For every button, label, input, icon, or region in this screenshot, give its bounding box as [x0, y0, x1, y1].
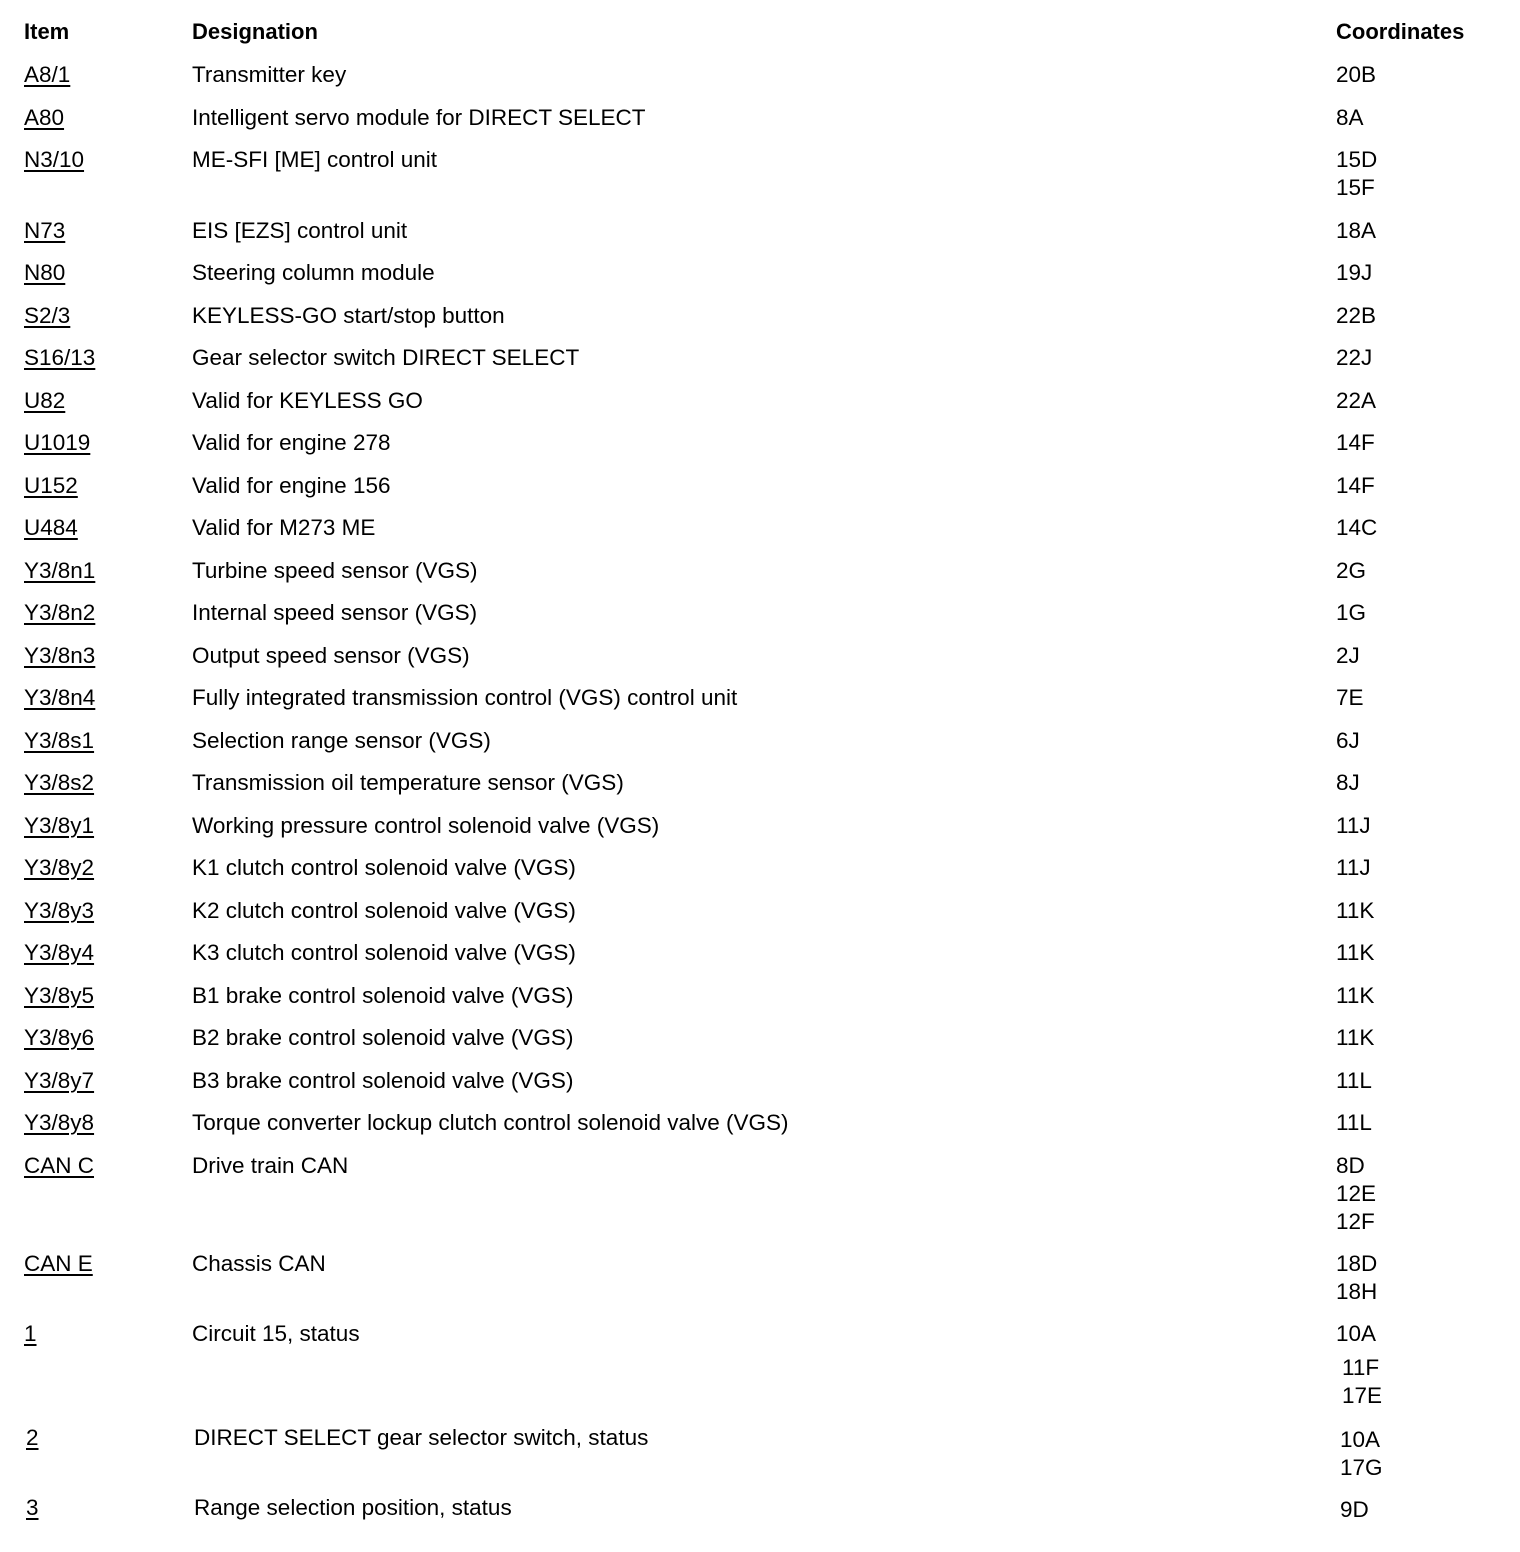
designation-text: Torque converter lockup clutch control solenoid valve (VGS) [192, 1110, 789, 1135]
designation-text: Intelligent servo module for DIRECT SELECT [192, 105, 646, 130]
designation-text: Circuit 15, status [192, 1321, 360, 1346]
coordinate-value: 14F [1336, 430, 1375, 455]
coordinate-value: 1G [1336, 600, 1367, 625]
coordinate-value: 18A [1336, 218, 1377, 243]
coordinates-cell [1336, 642, 1360, 670]
header-coordinates: Coordinates [1336, 19, 1465, 44]
coordinate-value: 11J [1336, 855, 1371, 880]
coordinate-value: 17E [1342, 1383, 1383, 1408]
coordinates-cell [1336, 557, 1366, 585]
item-link[interactable]: Y3/8n4 [24, 685, 96, 710]
designation-text: Chassis CAN [192, 1251, 326, 1276]
coordinate-value: 22B [1336, 303, 1377, 328]
coordinate-value: 15F [1336, 175, 1375, 200]
coordinates-cell [1336, 344, 1372, 372]
coordinate-value: 12F [1336, 1209, 1375, 1234]
designation-text: K3 clutch control solenoid valve (VGS) [192, 940, 576, 965]
item-link[interactable]: Y3/8y3 [24, 898, 95, 923]
item-link[interactable]: U484 [24, 515, 78, 540]
coordinate-value: 20B [1336, 62, 1377, 87]
designation-text: Range selection position, status [194, 1495, 512, 1520]
item-link[interactable]: Y3/8s2 [24, 770, 95, 795]
coordinate-value: 2G [1336, 558, 1367, 583]
item-link[interactable]: 1 [24, 1321, 37, 1346]
designation-text: DIRECT SELECT gear selector switch, status [194, 1425, 649, 1450]
item-link[interactable]: Y3/8n1 [24, 558, 96, 583]
item-link[interactable]: CAN C [24, 1153, 95, 1178]
coordinate-value: 17G [1340, 1455, 1383, 1480]
coordinates-cell [1336, 302, 1376, 330]
designation-text: Valid for engine 278 [192, 430, 391, 455]
coordinates-cell [1336, 982, 1374, 1010]
coordinates-cell [1336, 939, 1374, 967]
designation-text: EIS [EZS] control unit [192, 218, 408, 243]
coordinate-value: 18H [1336, 1279, 1378, 1304]
coordinate-value: 19J [1336, 260, 1373, 285]
coordinates-cell [1336, 1067, 1372, 1095]
coordinates-cell [1336, 599, 1366, 627]
coordinates-cell [1336, 429, 1375, 457]
coordinates-cell [1336, 387, 1376, 415]
coordinates-cell [1336, 1109, 1372, 1137]
designation-text: Transmitter key [192, 62, 347, 87]
coordinates-cell [1336, 1250, 1377, 1306]
designation-text: ME-SFI [ME] control unit [192, 147, 438, 172]
designation-text: K2 clutch control solenoid valve (VGS) [192, 898, 576, 923]
coordinates-cell [1336, 812, 1371, 840]
item-link[interactable]: U1019 [24, 430, 91, 455]
coordinate-value: 12E [1336, 1181, 1377, 1206]
coordinate-value: 6J [1336, 728, 1360, 753]
item-link[interactable]: Y3/8y1 [24, 813, 95, 838]
coordinates-cell [1336, 1152, 1376, 1236]
designation-text: B2 brake control solenoid valve (VGS) [192, 1025, 574, 1050]
coordinate-value: 14C [1336, 515, 1378, 540]
item-link[interactable]: N3/10 [24, 147, 85, 172]
item-link[interactable]: Y3/8y2 [24, 855, 95, 880]
designation-text: Transmission oil temperature sensor (VGS) [192, 770, 624, 795]
coordinate-value: 11K [1336, 1025, 1375, 1050]
designation-text: Gear selector switch DIRECT SELECT [192, 345, 580, 370]
item-link[interactable]: S2/3 [24, 303, 71, 328]
coordinates-cell [1336, 1024, 1374, 1052]
coordinate-value: 11L [1336, 1110, 1372, 1135]
item-link[interactable]: 3 [26, 1495, 39, 1520]
coordinate-value: 22A [1336, 388, 1377, 413]
designation-text: Steering column module [192, 260, 435, 285]
coordinate-value: 22J [1336, 345, 1373, 370]
designation-text: Output speed sensor (VGS) [192, 643, 470, 668]
item-link[interactable]: Y3/8n2 [24, 600, 96, 625]
coordinates-cell [1336, 514, 1377, 542]
designation-text: Internal speed sensor (VGS) [192, 600, 478, 625]
coordinates-cell [1336, 217, 1376, 245]
coordinates-cell [1336, 769, 1360, 797]
coordinates-cell [1336, 727, 1360, 755]
coordinates-cell [1336, 472, 1375, 500]
item-link[interactable]: U152 [24, 473, 78, 498]
item-link[interactable]: Y3/8y6 [24, 1025, 95, 1050]
item-link[interactable]: Y3/8y7 [24, 1068, 95, 1093]
item-link[interactable]: A8/1 [24, 62, 71, 87]
coordinates-cell [1336, 61, 1376, 89]
item-link[interactable]: Y3/8y8 [24, 1110, 95, 1135]
coordinate-value: 11K [1336, 898, 1375, 923]
designation-text: Working pressure control solenoid valve (VGS) [192, 813, 660, 838]
coordinates-cell [1338, 1424, 1381, 1480]
designation-text: Selection range sensor (VGS) [192, 728, 491, 753]
coordinate-value: 11K [1336, 983, 1375, 1008]
coordinate-value: 8J [1336, 770, 1360, 795]
item-link[interactable]: Y3/8y4 [24, 940, 95, 965]
coordinate-value: 18D [1336, 1251, 1378, 1276]
coordinate-value: 8D [1336, 1153, 1365, 1178]
designation-text: B1 brake control solenoid valve (VGS) [192, 983, 574, 1008]
item-link[interactable]: Y3/8y5 [24, 983, 95, 1008]
designation-text: KEYLESS-GO start/stop button [192, 303, 505, 328]
coordinate-value: 11K [1336, 940, 1375, 965]
coordinate-value: 8A [1336, 105, 1364, 130]
coordinate-value: 10A [1336, 1321, 1377, 1346]
designation-text: Valid for engine 156 [192, 473, 391, 498]
item-link[interactable]: A80 [24, 105, 65, 130]
header-item: Item [24, 19, 70, 44]
designation-text: Valid for KEYLESS GO [192, 388, 423, 413]
coordinate-value: 15D [1336, 147, 1378, 172]
coordinates-cell [1336, 104, 1364, 132]
coordinate-value: 11L [1336, 1068, 1372, 1093]
item-link[interactable]: Y3/8s1 [24, 728, 95, 753]
item-link[interactable]: S16/13 [24, 345, 96, 370]
item-link[interactable]: Y3/8n3 [24, 643, 96, 668]
coordinate-value: 2J [1336, 643, 1360, 668]
coordinate-value: 14F [1336, 473, 1375, 498]
designation-text: B3 brake control solenoid valve (VGS) [192, 1068, 574, 1093]
coordinate-value: 10A [1340, 1427, 1381, 1452]
designation-text: Valid for M273 ME [192, 515, 376, 540]
designation-text: Drive train CAN [192, 1153, 349, 1178]
item-link[interactable]: 2 [26, 1425, 39, 1450]
coordinate-value: 11J [1336, 813, 1371, 838]
designation-text: Fully integrated transmission control (VGS) control unit [192, 685, 738, 710]
coordinates-cell [1336, 684, 1364, 712]
designation-text: K1 clutch control solenoid valve (VGS) [192, 855, 576, 880]
item-link[interactable]: N80 [24, 260, 66, 285]
item-link[interactable]: U82 [24, 388, 66, 413]
coordinates-cell [1336, 1320, 1383, 1408]
coordinates-cell [1336, 259, 1372, 287]
item-link[interactable]: N73 [24, 218, 66, 243]
item-link[interactable]: CAN E [24, 1251, 93, 1276]
designation-text: Turbine speed sensor (VGS) [192, 558, 478, 583]
coordinates-cell [1336, 897, 1374, 925]
coordinate-value: 7E [1336, 685, 1364, 710]
header-designation: Designation [192, 19, 318, 44]
coordinate-value: 11F [1342, 1355, 1380, 1380]
coordinate-value: 9D [1340, 1497, 1369, 1522]
coordinates-cell [1336, 854, 1371, 882]
coordinates-cell [1338, 1494, 1367, 1522]
coordinates-cell [1336, 146, 1377, 202]
